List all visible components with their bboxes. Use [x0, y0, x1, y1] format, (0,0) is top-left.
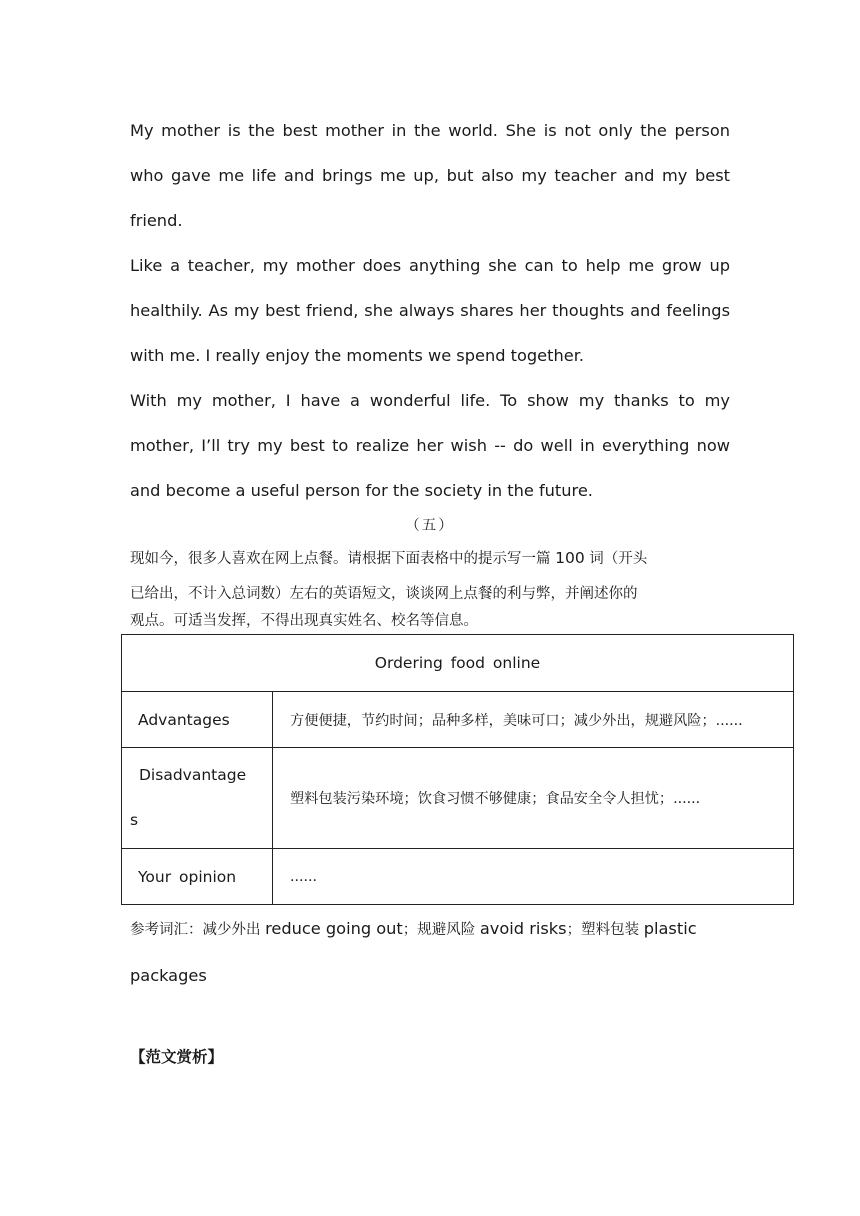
prompt-line-1-text-a: 现如今，很多人喜欢在网上点餐。请根据下面表格中的提示写一篇 [130, 551, 556, 567]
essay-paragraph-1: My mother is the best mother in the world. She is not only the person who gave me life and brings me up, but also my teacher and my best friend. [130, 121, 730, 230]
sample-analysis-heading: 【范文赏析】 [130, 1048, 224, 1066]
prompt-line-1 [130, 545, 730, 573]
table-row-advantages [122, 692, 794, 748]
vocab-term-1: reduce going out [265, 919, 403, 938]
vocab-term-3: plastic packages [130, 919, 697, 985]
prompt-line-3: 观点。可适当发挥，不得出现真实姓名、校名等信息。 [130, 613, 478, 629]
row-label-disadvantages [122, 748, 273, 849]
table-row-disadvantages [122, 748, 794, 849]
row-label-disadvantages-part2: s [130, 811, 139, 829]
row-value-advantages: 方便便捷，节约时间；品种多样，美味可口；减少外出，规避风险；...... [273, 692, 794, 748]
writing-prompt [130, 545, 730, 635]
vocab-prefix: 参考词汇：减少外出 [130, 922, 266, 938]
vocab-separator-1: ；规避风险 [402, 922, 480, 938]
table-title: Ordering food online [122, 635, 794, 692]
row-label-advantages: Advantages [122, 692, 273, 748]
prompt-line-1-text-b: 词（开头 [584, 551, 648, 567]
row-value-disadvantages: 塑料包装污染环境；饮食习惯不够健康；食品安全令人担忧；...... [273, 748, 794, 849]
essay-paragraph-3: With my mother, I have a wonderful life. To show my thanks to my mother, I’ll try my best to realize her wish -- do well in everything now and become a useful person for the society in the future. [130, 391, 730, 500]
reference-vocabulary [130, 906, 750, 998]
sample-essay [130, 108, 730, 513]
vocab-separator-2: ；塑料包装 [566, 922, 644, 938]
essay-paragraph-2: Like a teacher, my mother does anything she can to help me grow up healthily. As my best friend, she always shares her thoughts and feelings with me. I really enjoy the moments we spend together. [130, 256, 730, 365]
row-label-disadvantages-part1: Disadvantage [139, 766, 247, 784]
prompt-word-count: 100 [555, 549, 585, 567]
row-label-opinion: Your opinion [122, 849, 273, 905]
section-number: （五） [405, 518, 455, 534]
row-value-opinion: ...... [273, 849, 794, 905]
table-row-opinion [122, 849, 794, 905]
prompt-line-2: 已给出，不计入总词数）左右的英语短文，谈谈网上点餐的利与弊，并阐述你的 [130, 586, 638, 602]
vocab-term-2: avoid risks [479, 919, 567, 938]
ordering-food-table [121, 634, 794, 905]
